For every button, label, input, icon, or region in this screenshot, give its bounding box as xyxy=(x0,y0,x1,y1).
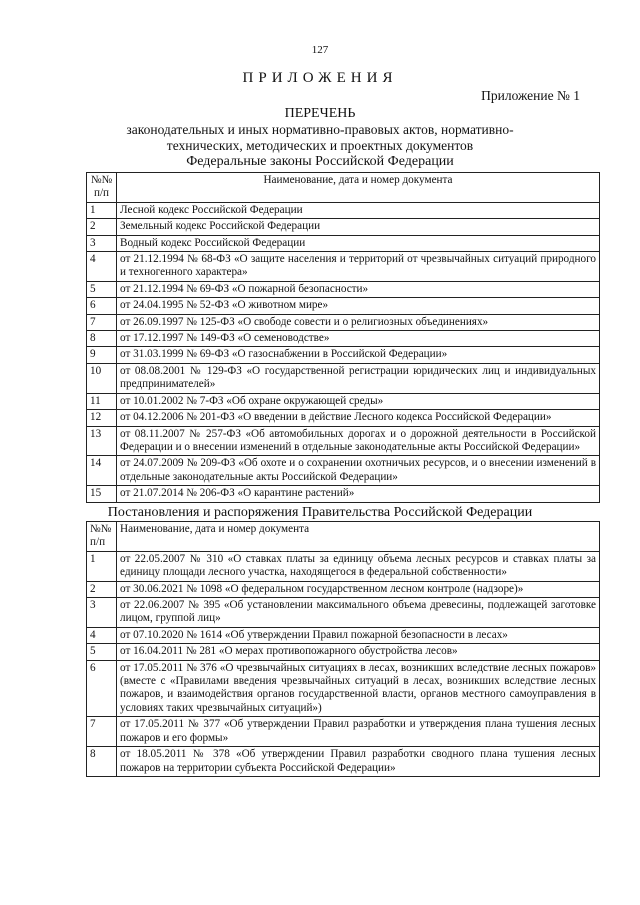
document-name: от 17.05.2011 № 376 «О чрезвычайных ситуациях в лесах, возникших вследствие лесных пожаров» (вместе с «Правилами введения чрезвычайных ситуаций в лесах, возникших вследствие лесных пожаров, и взаимодействия органов государственной власти, органов местного самоуправления в условиях таких чрезвычайных ситуаций») xyxy=(117,660,600,717)
table-row xyxy=(87,551,600,581)
document-name: от 10.01.2002 № 7-ФЗ «Об охране окружающей среды» xyxy=(117,393,600,409)
document-name: Лесной кодекс Российской Федерации xyxy=(117,202,600,218)
row-number: 6 xyxy=(87,298,117,314)
table-row xyxy=(87,456,600,486)
page-number: 127 xyxy=(311,44,329,56)
table-row xyxy=(87,660,600,717)
row-number: 11 xyxy=(87,393,117,409)
table-row xyxy=(87,410,600,426)
table-row xyxy=(87,598,600,628)
row-number: 2 xyxy=(87,219,117,235)
row-number: 10 xyxy=(87,363,117,393)
document-name: от 30.06.2021 № 1098 «О федеральном государственном лесном контроле (надзоре)» xyxy=(117,581,600,597)
table-row xyxy=(87,363,600,393)
row-number: 8 xyxy=(87,747,117,777)
document-name: от 22.06.2007 № 395 «Об установлении максимального объема древесины, подлежащей заготовке лицом, группой лиц» xyxy=(117,598,600,628)
row-number: 1 xyxy=(87,202,117,218)
row-number: 9 xyxy=(87,347,117,363)
row-number: 14 xyxy=(87,456,117,486)
table-row xyxy=(87,717,600,747)
annex-label: Приложение № 1 xyxy=(481,88,580,103)
document-name: от 31.03.1999 № 69-ФЗ «О газоснабжении в Российской Федерации» xyxy=(117,347,600,363)
table-row xyxy=(87,298,600,314)
row-number: 8 xyxy=(87,331,117,347)
document-name: от 18.05.2011 № 378 «Об утверждении Правил разработки сводного плана тушения лесных пожаров на территории субъекта Российской Федерации» xyxy=(117,747,600,777)
table-row xyxy=(87,644,600,660)
document-name: от 08.11.2007 № 257-ФЗ «Об автомобильных дорогах и о дорожной деятельности в Российской Федерации и о внесении изменений в отдельные законодательные акты Российской Федерации» xyxy=(117,426,600,456)
row-number: 3 xyxy=(87,235,117,251)
table-row xyxy=(87,747,600,777)
appendices-heading: ПРИЛОЖЕНИЯ xyxy=(242,70,398,86)
row-number: 12 xyxy=(87,410,117,426)
table-row xyxy=(87,281,600,297)
document-name: от 26.09.1997 № 125-ФЗ «О свободе совести и о религиозных объединениях» xyxy=(117,314,600,330)
row-number: 7 xyxy=(87,717,117,747)
row-number: 15 xyxy=(87,486,117,502)
table-row xyxy=(87,393,600,409)
document-name: от 24.04.1995 № 52-ФЗ «О животном мире» xyxy=(117,298,600,314)
header-number: №№ п/п xyxy=(87,173,117,203)
document-name: от 08.08.2001 № 129-ФЗ «О государственной регистрации юридических лиц и индивидуальных предпринимателей» xyxy=(117,363,600,393)
table-row xyxy=(87,235,600,251)
document-name: от 07.10.2020 № 1614 «Об утверждении Правил пожарной безопасности в лесах» xyxy=(117,627,600,643)
document-name: Земельный кодекс Российской Федерации xyxy=(117,219,600,235)
section-title-government-decrees: Постановления и распоряжения Правительства Российской Федерации xyxy=(107,505,533,520)
document-name: от 21.12.1994 № 69-ФЗ «О пожарной безопасности» xyxy=(117,281,600,297)
header-document-name: Наименование, дата и номер документа xyxy=(117,173,600,203)
table-row xyxy=(87,486,600,502)
table-row xyxy=(87,347,600,363)
table-body xyxy=(87,202,600,502)
table-header-row xyxy=(87,522,600,552)
document-name: от 04.12.2006 № 201-ФЗ «О введении в действие Лесного кодекса Российской Федерации» xyxy=(117,410,600,426)
document-name: от 21.07.2014 № 206-ФЗ «О карантине растений» xyxy=(117,486,600,502)
federal-laws-table xyxy=(86,172,600,503)
row-number: 5 xyxy=(87,644,117,660)
row-number: 2 xyxy=(87,581,117,597)
table-row xyxy=(87,426,600,456)
row-number: 5 xyxy=(87,281,117,297)
document-name: от 24.07.2009 № 209-ФЗ «Об охоте и о сохранении охотничьих ресурсов, и о внесении изменений в отдельные законодательные акты Российской Федерации» xyxy=(117,456,600,486)
row-number: 4 xyxy=(87,252,117,282)
row-number: 6 xyxy=(87,660,117,717)
government-decrees-table xyxy=(86,521,600,777)
row-number: 13 xyxy=(87,426,117,456)
table-row xyxy=(87,627,600,643)
table-row xyxy=(87,331,600,347)
table-body xyxy=(87,551,600,776)
header-number: №№ п/п xyxy=(87,522,117,552)
subtitle-line: технических, методических и проектных документов xyxy=(166,138,474,153)
document-name: от 22.05.2007 № 310 «О ставках платы за единицу объема лесных ресурсов и ставках платы за единицу площади лесного участка, находящегося в федеральной собственности» xyxy=(117,551,600,581)
row-number: 4 xyxy=(87,627,117,643)
header-document-name: Наименование, дата и номер документа xyxy=(117,522,600,552)
list-subtitle xyxy=(0,122,640,154)
document-name: от 17.12.1997 № 149-ФЗ «О семеноводстве» xyxy=(117,331,600,347)
document-name: от 17.05.2011 № 377 «Об утверждении Правил разработки и утверждения плана тушения лесных пожаров и его формы» xyxy=(117,717,600,747)
section-title-federal-laws: Федеральные законы Российской Федерации xyxy=(186,154,454,169)
table-row xyxy=(87,219,600,235)
table-header-row xyxy=(87,173,600,203)
document-name: от 21.12.1994 № 68-ФЗ «О защите населения и территорий от чрезвычайных ситуаций природного и техногенного характера» xyxy=(117,252,600,282)
subtitle-line: законодательных и иных нормативно-правовых актов, нормативно- xyxy=(126,122,514,137)
row-number: 7 xyxy=(87,314,117,330)
table-row xyxy=(87,252,600,282)
table-row xyxy=(87,314,600,330)
document-name: от 16.04.2011 № 281 «О мерах противопожарного обустройства лесов» xyxy=(117,644,600,660)
row-number: 3 xyxy=(87,598,117,628)
document-name: Водный кодекс Российской Федерации xyxy=(117,235,600,251)
list-title: ПЕРЕЧЕНЬ xyxy=(284,106,356,121)
table-row xyxy=(87,581,600,597)
table-row xyxy=(87,202,600,218)
row-number: 1 xyxy=(87,551,117,581)
